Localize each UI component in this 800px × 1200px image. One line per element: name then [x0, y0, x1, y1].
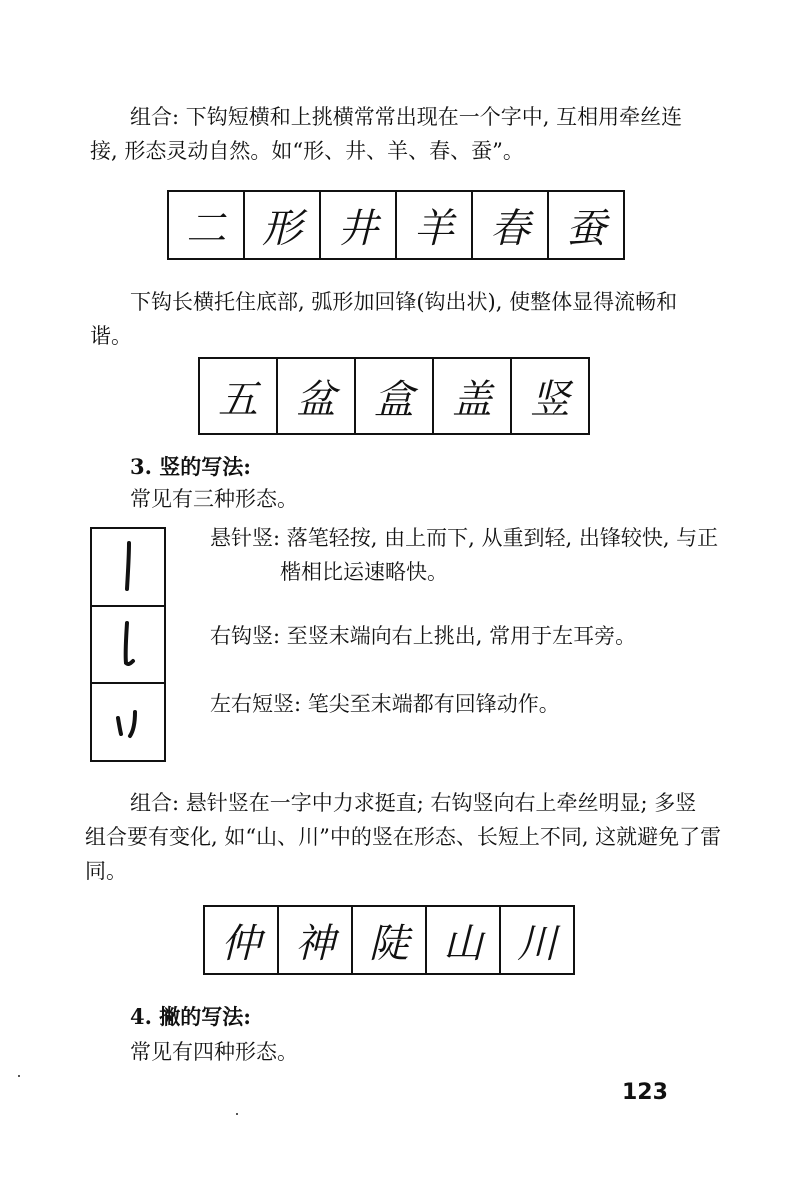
- paragraph-long-horizontal: [90, 285, 730, 353]
- stroke-definition: [210, 619, 636, 653]
- calligraphy-char: 盆: [276, 359, 354, 433]
- paragraph-line: 组合要有变化, 如“山、川”中的竖在形态、长短上不同, 这就避免了雷: [85, 825, 722, 849]
- stroke-description: 楷相比运速略快。: [280, 560, 448, 584]
- paragraph-combination-vertical: [85, 786, 730, 888]
- right-hook-vertical-stroke: [92, 605, 164, 683]
- section-heading: 3. 竖的写法:: [130, 454, 251, 479]
- paragraph-line: 组合: 悬针竖在一字中力求挺直; 右钩竖向右上牵丝明显; 多竖: [130, 791, 697, 815]
- calligraphy-examples-row-1: [167, 190, 625, 260]
- calligraphy-char: 陡: [351, 907, 425, 973]
- section-heading: 4. 撇的写法:: [130, 1004, 251, 1029]
- paragraph-line: 组合: 下钩短横和上挑横常常出现在一个字中, 互相用牵丝连: [130, 105, 683, 129]
- calligraphy-char: 神: [277, 907, 351, 973]
- page-number: 123: [622, 1080, 668, 1105]
- calligraphy-char: 川: [499, 907, 573, 973]
- calligraphy-char: 盒: [354, 359, 432, 433]
- scan-speck: [18, 1075, 20, 1077]
- scan-speck: [236, 1113, 238, 1115]
- paragraph-line: 接, 形态灵动自然。如“形、井、羊、春、蚕”。: [90, 139, 524, 163]
- stroke-definition: [210, 687, 560, 721]
- stroke-term: 右钩竖:: [210, 624, 281, 648]
- calligraphy-char: 仲: [221, 920, 261, 967]
- vertical-stroke-examples: [90, 527, 166, 762]
- calligraphy-char: 二: [186, 205, 226, 252]
- hanging-needle-vertical-stroke: [92, 529, 164, 605]
- paragraph-line: 下钩长横托住底部, 弧形加回锋(钩出状), 使整体显得流畅和: [130, 290, 678, 314]
- calligraphy-char: 山: [425, 907, 499, 973]
- paragraph-line: 谐。: [90, 324, 132, 348]
- calligraphy-char: 羊: [395, 192, 471, 258]
- stroke-term: 左右短竖:: [210, 692, 302, 716]
- section-intro: 常见有三种形态。: [130, 487, 298, 511]
- left-right-short-vertical-strokes: [92, 682, 164, 760]
- calligraphy-char: 蚕: [547, 192, 623, 258]
- calligraphy-char: 春: [471, 192, 547, 258]
- stroke-glyph: [108, 615, 148, 675]
- stroke-definition: [210, 521, 730, 589]
- paragraph-line: 同。: [85, 859, 127, 883]
- calligraphy-char: 井: [319, 192, 395, 258]
- calligraphy-char: 形: [243, 192, 319, 258]
- calligraphy-examples-row-3: [203, 905, 575, 975]
- calligraphy-char: 盖: [432, 359, 510, 433]
- calligraphy-char: 竖: [510, 359, 588, 433]
- stroke-description: 至竖末端向右上挑出, 常用于左耳旁。: [286, 624, 637, 648]
- stroke-description: 落笔轻按, 由上而下, 从重到轻, 出锋较快, 与正: [286, 526, 719, 550]
- stroke-glyph: [108, 692, 148, 752]
- stroke-term: 悬针竖:: [210, 526, 281, 550]
- calligraphy-char: 五: [218, 376, 258, 423]
- paragraph-combination-horizontal: [90, 100, 730, 168]
- section-intro: 常见有四种形态。: [130, 1040, 298, 1064]
- stroke-description: 笔尖至末端都有回锋动作。: [307, 692, 560, 716]
- stroke-glyph: [108, 537, 148, 597]
- calligraphy-examples-row-2: [198, 357, 590, 435]
